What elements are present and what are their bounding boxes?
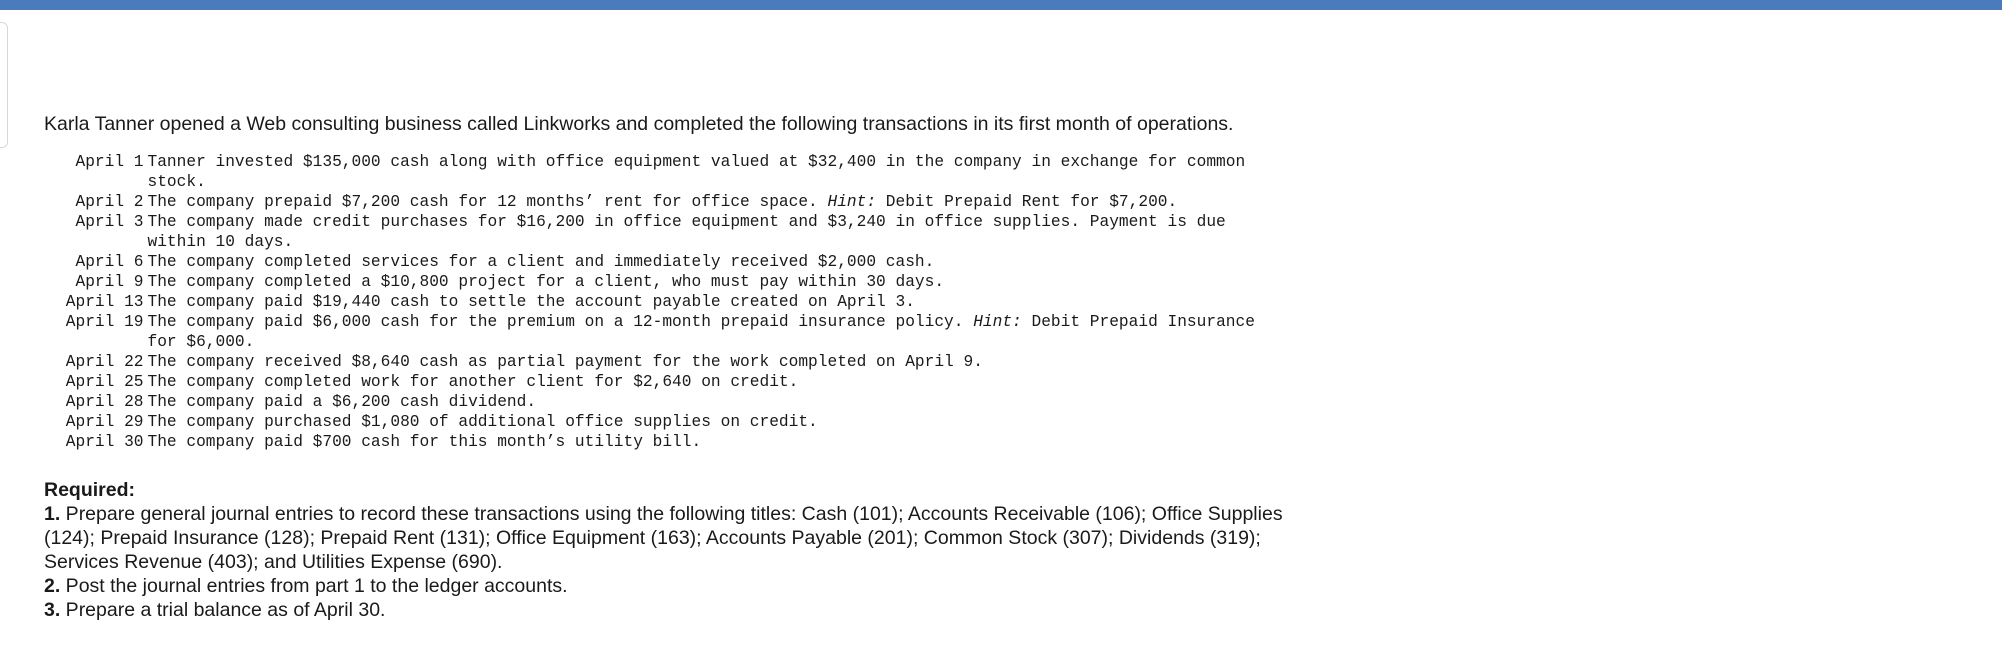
transaction-date: April 22 (65, 353, 144, 371)
transaction-description: The company completed work for another client for $2,640 on credit. (147, 373, 799, 391)
hint-label: Hint: (827, 193, 877, 211)
required-item (44, 598, 1284, 622)
transactions-table (44, 152, 1284, 452)
transaction-row (44, 292, 1284, 312)
transaction-date: April 13 (65, 293, 144, 311)
required-item-text: Prepare a trial balance as of April 30. (60, 599, 386, 621)
transaction-description: The company paid $6,000 cash for the premium on a 12-month prepaid insurance policy. Hint: Debit Prepaid Insurance for $6,000. (147, 313, 1255, 351)
left-panel-edge (0, 22, 8, 148)
intro-paragraph: Karla Tanner opened a Web consulting business called Linkworks and completed the following transactions in its first month of operations. (44, 113, 1234, 135)
required-item-number: 3. (44, 599, 61, 621)
hint-label: Hint: (973, 313, 1022, 331)
transaction-description: The company completed services for a client and immediately received $2,000 cash. (147, 253, 935, 271)
transaction-date: April 25 (65, 373, 144, 391)
transaction-description: The company purchased $1,080 of additional office supplies on credit. (147, 413, 818, 431)
transaction-row (44, 212, 1284, 252)
transaction-row (44, 392, 1284, 412)
transaction-description: The company paid a $6,200 cash dividend. (147, 393, 537, 411)
transaction-row (44, 352, 1284, 372)
transaction-date: April 30 (65, 433, 144, 451)
transaction-date: April 29 (65, 413, 144, 431)
transaction-description: The company paid $700 cash for this month’s utility bill. (147, 433, 702, 451)
transaction-row (44, 252, 1284, 272)
transaction-date: April 19 (65, 313, 144, 331)
transaction-row (44, 192, 1284, 212)
required-item (44, 502, 1284, 574)
transaction-description: The company paid $19,440 cash to settle the account payable created on April 3. (147, 293, 915, 311)
transaction-description: The company completed a $10,800 project for a client, who must pay within 30 days. (147, 273, 945, 291)
transaction-date: April 28 (65, 393, 144, 411)
required-section (44, 478, 1284, 622)
transaction-date: April 9 (75, 273, 144, 291)
transaction-row (44, 372, 1284, 392)
transaction-description: The company received $8,640 cash as partial payment for the work completed on April 9. (147, 353, 983, 371)
transaction-date: April 3 (75, 213, 144, 231)
required-item-text: Prepare general journal entries to record these transactions using the following titles: Cash (101); Accounts Receivable (106); Office Supplies (124); Prepaid Insurance (128); Prepaid Rent (131); Office Equipment (163); Accounts Payable (201); Common Stock (307); Dividends (319); Services Revenue (403); and Utilities Expense (690). (44, 503, 1283, 573)
transaction-date: April 2 (75, 193, 144, 211)
required-item (44, 574, 1284, 598)
required-item-text: Post the journal entries from part 1 to the ledger accounts. (60, 575, 568, 597)
transaction-date: April 1 (75, 153, 144, 171)
required-heading: Required: (44, 479, 136, 501)
required-item-number: 2. (44, 575, 61, 597)
transaction-row (44, 152, 1284, 192)
required-item-number: 1. (44, 503, 61, 525)
transaction-row (44, 412, 1284, 432)
problem-content (44, 112, 1284, 622)
transaction-row (44, 432, 1284, 452)
transaction-description: Tanner invested $135,000 cash along with office equipment valued at $32,400 in the company in exchange for common stock. (147, 153, 1246, 191)
transaction-description: The company prepaid $7,200 cash for 12 months’ rent for office space. Hint: Debit Prepaid Rent for $7,200. (147, 193, 1178, 211)
transaction-date: April 6 (75, 253, 144, 271)
transaction-description: The company made credit purchases for $16,200 in office equipment and $3,240 in office supplies. Payment is due within 10 days. (147, 213, 1226, 251)
transaction-row (44, 272, 1284, 292)
top-accent-bar (0, 0, 2002, 10)
transaction-row (44, 312, 1284, 352)
